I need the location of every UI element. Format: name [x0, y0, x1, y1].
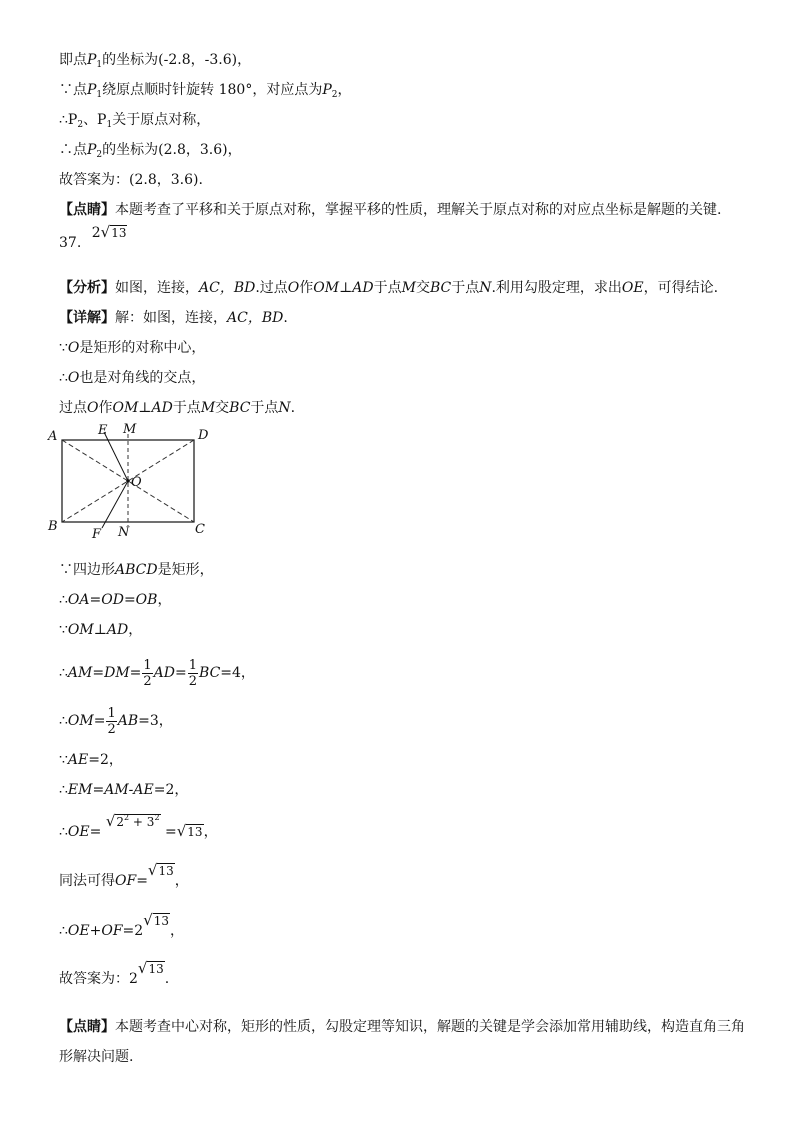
question-37-header: 37. 2√13	[59, 223, 127, 251]
line-om: ∴OM= $\frac{1}{2}$ AB=3，	[59, 705, 173, 737]
line-oe-plus-of: ∴OE+OF=2√13，	[59, 911, 185, 939]
line-diagonal-intersection: ∴O也是对角线的交点，	[59, 370, 206, 386]
line-ae: ∵AE=2，	[59, 752, 123, 768]
label-m: M	[123, 422, 137, 437]
label-a: A	[48, 429, 58, 444]
line-detail: 【详解】解：如图，连接，AC，BD.	[59, 310, 288, 326]
label-o: O	[131, 475, 142, 490]
line-of: 同法可得OF=√13，	[59, 861, 189, 889]
line-answer-37: 故答案为：2√13.	[59, 959, 170, 987]
label-d: D	[198, 428, 209, 443]
line-rotation: ∵点$P_1$绕原点顺时针旋转 180°，对应点为$P_2$，	[59, 82, 352, 100]
line-oe: ∴OE= $√2^2 + 3^2 =√13$，	[59, 812, 218, 840]
line-p1-coord: 即点$P_1$的坐标为(-2.8，-3.6)，	[59, 52, 252, 70]
line-p2-coord: ∴点$P_2$的坐标为(2.8，3.6)，	[59, 142, 242, 160]
line-symmetric: $\therefore P_2$、$P_1$关于原点对称，	[59, 112, 211, 130]
line-em: ∴EM=AM-AE=2，	[59, 782, 189, 798]
label-b: B	[48, 519, 58, 534]
label-c: C	[195, 522, 205, 537]
line-rectangle: ∵四边形ABCD是矩形，	[59, 562, 214, 578]
label-e: E	[98, 423, 108, 438]
segment-eo	[104, 432, 128, 481]
fraction-half: $\frac{1}{2}$	[188, 657, 198, 689]
line-construct: 过点O作OM⊥AD于点M交BC于点N.	[59, 400, 296, 416]
fraction-half: $\frac{1}{2}$	[143, 657, 152, 689]
line-answer-36: 故答案为：(2.8，3.6).	[59, 172, 203, 188]
point-o	[126, 479, 130, 483]
line-dianjing-37: 【点睛】本题考查中心对称，矩形的性质，勾股定理等知识，解题的关键是学会添加常用辅助线，构造直角三角形解决问题.	[59, 1019, 745, 1065]
fraction-half: $\frac{1}{2}$	[107, 705, 116, 737]
label-f: F	[92, 527, 102, 542]
line-om-perp: ∵OM⊥AD，	[59, 622, 143, 638]
segment-of	[102, 481, 128, 528]
line-am-dm: ∴AM=DM= $\frac{1}{2}$ AD= $\frac{1}{2}$ BC=4，	[59, 657, 255, 689]
line-center: ∵O是矩形的对称中心，	[59, 340, 206, 356]
label-n: N	[118, 525, 130, 540]
line-analysis: 【分析】如图，连接，AC，BD.过点O作OM⊥AD于点M交BC于点N.利用勾股定理，求出OE，可得结论.	[59, 280, 719, 296]
line-oa-od-ob: ∴OA=OD=OB，	[59, 592, 172, 608]
rectangle-figure	[40, 420, 230, 545]
line-dianjing-36: 【点睛】本题考查了平移和关于原点对称，掌握平移的性质，理解关于原点对称的对应点坐标是解题的关键.	[59, 202, 722, 218]
